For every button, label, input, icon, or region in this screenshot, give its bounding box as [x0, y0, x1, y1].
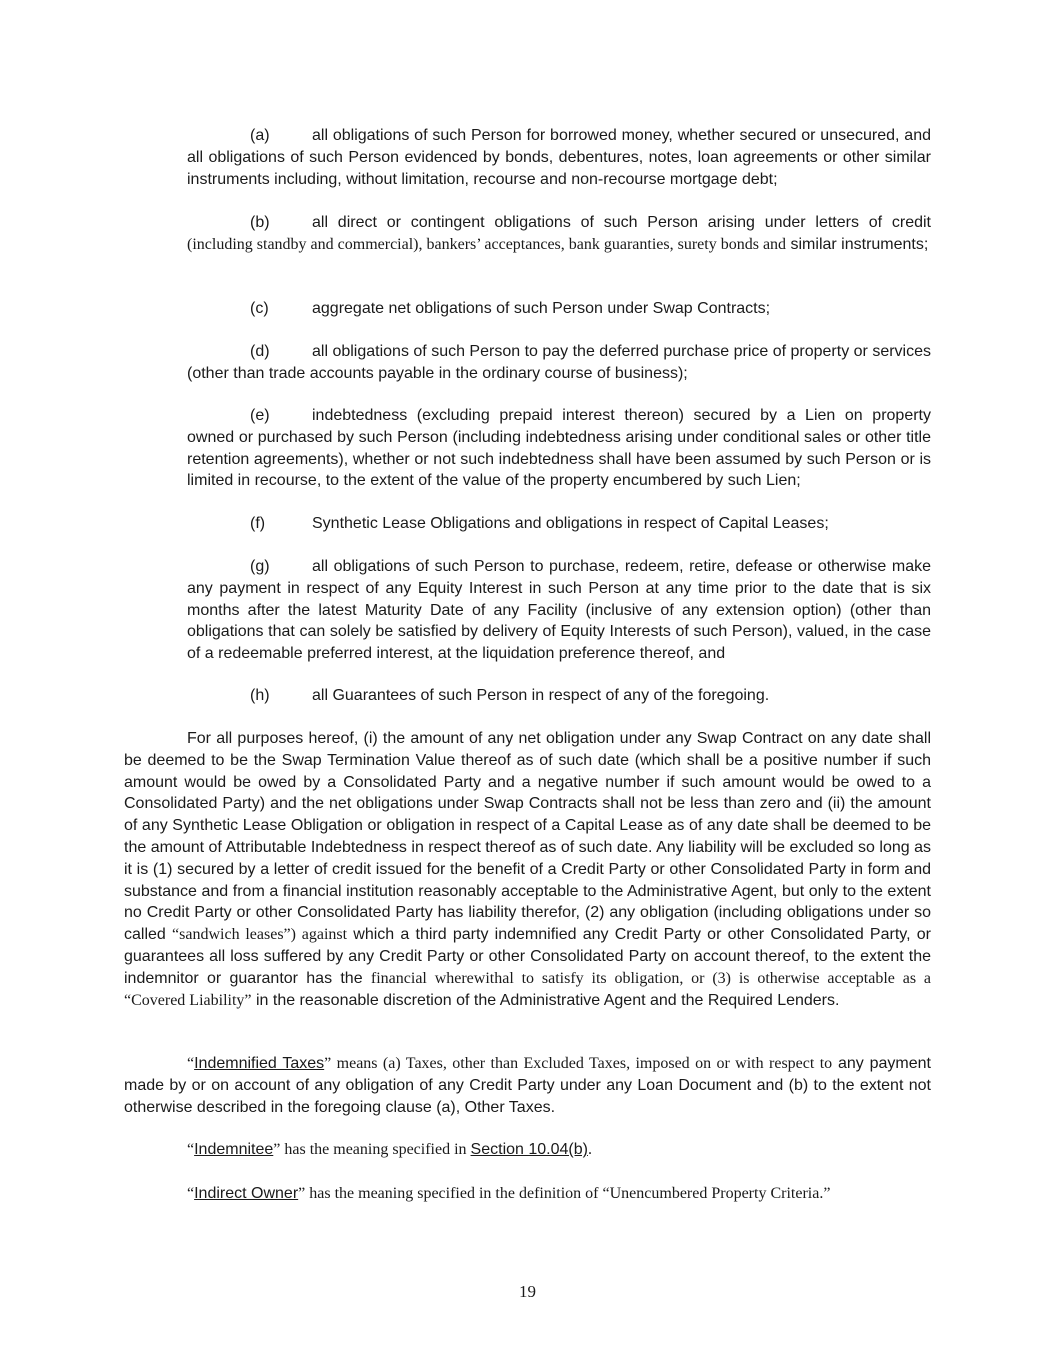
open-quote: “ — [187, 1141, 195, 1158]
clause-text: all Guarantees of such Person in respect of any of the foregoing. — [312, 687, 770, 704]
clause-label: (f) — [250, 515, 266, 532]
clause-e — [187, 405, 931, 492]
clause-label: (d) — [250, 343, 270, 360]
clause-a — [187, 125, 931, 190]
definition-end: . — [587, 1141, 592, 1158]
clause-text: all obligations of such Person to pay the deferred purchase price of property or services (other than trade accounts payable in the ordinary course of business); — [187, 343, 931, 382]
clause-b — [187, 212, 931, 256]
clause-text: aggregate net obligations of such Person under Swap Contracts; — [312, 300, 771, 317]
clause-c — [187, 298, 931, 320]
purposes-text-end: in the reasonable discretion of the Administrative Agent and the Required Lenders. — [255, 991, 840, 1009]
clause-text: all direct or contingent obligations of such Person arising under letters of credit — [312, 214, 931, 231]
definition-text: ” has the meaning specified in the definition of “Unencumbered Property Criteria.” — [298, 1185, 831, 1202]
defined-term: Indemnitee — [194, 1141, 274, 1158]
purposes-text-cont: which a third party indemnified any Credit Party or other Consolidated Party, or guarantees all loss suffered by any Credit Party or other Consolidated Party on account thereof, to the extent the indemnitor or guarantor has the — [124, 926, 931, 987]
purposes-text: For all purposes hereof, (i) the amount of any net obligation under any Swap Contract on any date shall be deemed to be the Swap Termination Value thereof as of such date (which shall be a positive number if such amount would be owed by a Consolidated Party and a negative number if such amount would be owed to a Consolidated Party) and the net obligations under Swap Contracts shall not be less than zero and (ii) the amount of any Synthetic Lease Obligation or obligation in respect of a Capital Lease as of any date shall be deemed to be the amount of Attributable Indebtedness in respect thereof as of such date. Any liability will be excluded so long as it is (1) secured by a letter of credit issued for the benefit of a Credit Party or other Consolidated Party in form and substance and from a financial institution reasonably acceptable to the Administrative Agent, but only to the extent no Credit Party or other Consolidated Party has liability therefor, (2) any obligation (including obligations under so called — [124, 730, 931, 944]
defined-term: Indemnified Taxes — [194, 1055, 325, 1072]
definition-text: any payment made by or on account of any obligation of any Credit Party under any Loan Document and (b) to the extent not otherwise described in the foregoing clause (a), Other Taxes. — [124, 1055, 931, 1116]
definition-text-serif: ” means (a) Taxes, other than Excluded Taxes, imposed on or with respect to — [324, 1055, 833, 1072]
open-quote: “ — [187, 1185, 195, 1202]
definition-indemnitee — [124, 1139, 931, 1161]
defined-term: Indirect Owner — [194, 1185, 299, 1202]
clause-label: (g) — [250, 558, 270, 575]
purposes-text-serif: “sandwich leases”) against — [172, 926, 348, 944]
clause-label: (h) — [250, 687, 270, 704]
clause-text: Synthetic Lease Obligations and obligations in respect of Capital Leases; — [312, 515, 829, 532]
clause-label: (a) — [250, 127, 270, 144]
definition-indirect-owner — [124, 1183, 931, 1205]
page-number: 19 — [519, 1282, 536, 1301]
clause-text: all obligations of such Person to purchase, redeem, retire, defease or otherwise make any payment in respect of any Equity Interest in such Person at any time prior to the date that is six months after the latest Maturity Date of any Facility (inclusive of any extension option) (other than obligations that can solely be satisfied by delivery of Equity Interests of such Person), valued, in the case of a redeemable preferred interest, at the liquidation preference thereof, and — [187, 558, 931, 663]
clause-label: (e) — [250, 407, 270, 424]
clause-d — [187, 341, 931, 385]
open-quote: “ — [187, 1055, 195, 1072]
purposes-text-serif-2: financial wherewithal to satisfy its obligation, or (3) is otherwise acceptable as a “Covered Liability” — [124, 969, 931, 1009]
clause-text-serif: (including standby and commercial), bankers’ acceptances, bank guaranties, surety bonds and — [187, 235, 787, 253]
clause-text-end: similar instruments; — [790, 235, 929, 253]
clause-g — [187, 556, 931, 665]
clause-label: (c) — [250, 300, 269, 317]
clause-text: all obligations of such Person for borrowed money, whether secured or unsecured, and all obligations of such Person evidenced by bonds, debentures, notes, loan agreements or other similar instruments including, without limitation, recourse and non-recourse mortgage debt; — [187, 127, 931, 188]
clause-text: indebtedness (excluding prepaid interest thereon) secured by a Lien on property owned or purchased by such Person (including indebtedness arising under conditional sales or other title retention agreements), whether or not such indebtedness shall have been assumed by such Person or is limited in recourse, to the extent of the value of the property encumbered by such Lien; — [187, 407, 931, 490]
clause-f — [187, 513, 931, 535]
section-reference: Section 10.04(b) — [470, 1141, 588, 1158]
definition-indemnified-taxes — [124, 1053, 931, 1118]
purposes-paragraph — [124, 728, 931, 1011]
definition-text: ” has the meaning specified in — [273, 1141, 467, 1158]
clause-h — [187, 685, 931, 707]
clause-label: (b) — [250, 214, 270, 231]
